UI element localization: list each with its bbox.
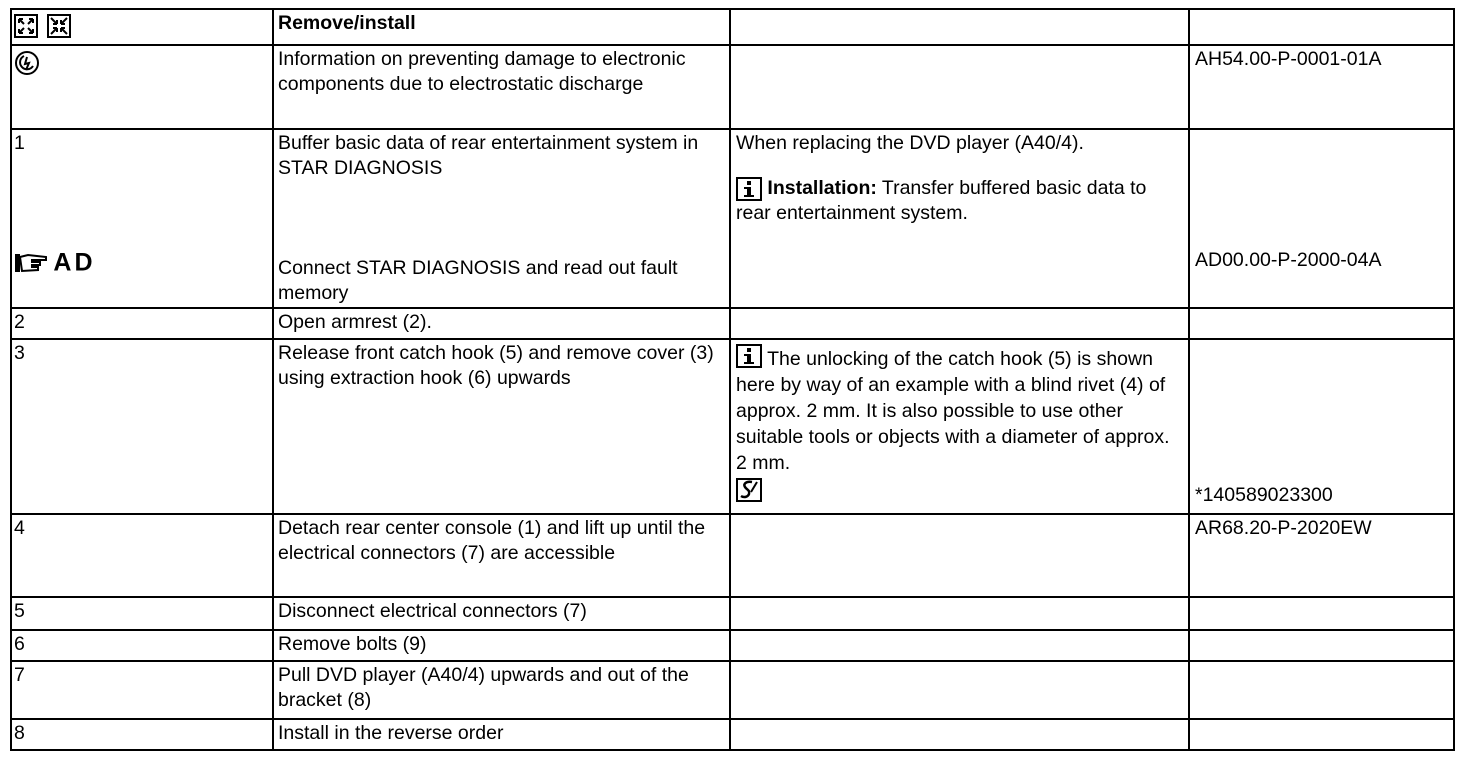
step-text: Disconnect electrical connectors (7) bbox=[273, 597, 730, 630]
step-note bbox=[730, 514, 1189, 597]
step-number: 3 bbox=[11, 339, 273, 514]
step-number: 7 bbox=[11, 661, 273, 719]
collapse-icon[interactable] bbox=[47, 14, 71, 38]
table-row bbox=[11, 514, 1454, 597]
step-note-cell bbox=[730, 339, 1189, 514]
step-text: Detach rear center console (1) and lift up until the electrical connectors (7) are accessible bbox=[273, 514, 730, 597]
expand-icon[interactable] bbox=[14, 14, 38, 38]
step-ref-link[interactable]: AR68.20-P-2020EW bbox=[1189, 514, 1454, 597]
pointing-hand-icon bbox=[14, 252, 48, 274]
step-note bbox=[730, 597, 1189, 630]
tool-number-link[interactable]: *140589023300 bbox=[1195, 484, 1333, 506]
table-row bbox=[11, 308, 1454, 339]
step-number: 4 bbox=[11, 514, 273, 597]
step-text: Open armrest (2). bbox=[273, 308, 730, 339]
table-row bbox=[11, 661, 1454, 719]
step-text: Install in the reverse order bbox=[273, 719, 730, 750]
step-text: Connect STAR DIAGNOSIS and read out fault memory bbox=[278, 257, 678, 304]
step-note bbox=[730, 719, 1189, 750]
special-tool-icon[interactable] bbox=[736, 478, 762, 502]
table-row bbox=[11, 45, 1454, 129]
header-icons-cell bbox=[11, 9, 273, 45]
table-row bbox=[11, 129, 1454, 308]
tool-icon-line bbox=[736, 476, 1183, 502]
step-ref-cell bbox=[1189, 339, 1454, 514]
step-note bbox=[730, 308, 1189, 339]
step-number-cell bbox=[11, 129, 273, 308]
step-number: 6 bbox=[11, 630, 273, 661]
procedure-table bbox=[10, 8, 1455, 751]
step-note bbox=[730, 630, 1189, 661]
step-number: 2 bbox=[11, 308, 273, 339]
step-note-cell bbox=[730, 129, 1189, 308]
header-empty-ref bbox=[1189, 9, 1454, 45]
step-ref bbox=[1189, 661, 1454, 719]
step-note bbox=[730, 661, 1189, 719]
installation-label: Installation: bbox=[767, 177, 877, 199]
step-ref-cell bbox=[1189, 129, 1454, 308]
header-title: Remove/install bbox=[273, 9, 730, 45]
step-number: 5 bbox=[11, 597, 273, 630]
step-number: 1 bbox=[14, 132, 25, 154]
step-ref bbox=[1189, 308, 1454, 339]
step-note: When replacing the DVD player (A40/4). bbox=[736, 132, 1084, 154]
table-row bbox=[11, 719, 1454, 750]
esd-icon-cell bbox=[11, 45, 273, 129]
step-ref bbox=[1189, 630, 1454, 661]
step-text-cell bbox=[273, 129, 730, 308]
step-text: Release front catch hook (5) and remove cover (3) using extraction hook (6) upwards bbox=[273, 339, 730, 514]
info-icon bbox=[736, 344, 762, 368]
header-empty-note bbox=[730, 9, 1189, 45]
step-text: Information on preventing damage to electronic components due to electrostatic discharge bbox=[273, 45, 730, 129]
table-row bbox=[11, 339, 1454, 514]
step-note bbox=[730, 45, 1189, 129]
catch-hook-note: The unlocking of the catch hook (5) is shown here by way of an example with a blind rivet (4) of approx. 2 mm. It is also possible to use other suitable tools or objects with a diameter of approx. 2 mm. bbox=[736, 348, 1170, 474]
step-text: Buffer basic data of rear entertainment system in STAR DIAGNOSIS bbox=[278, 132, 699, 179]
step-ref-link[interactable]: AD00.00-P-2000-04A bbox=[1195, 249, 1382, 271]
ad-label: AD bbox=[53, 248, 96, 277]
step-ref bbox=[1189, 719, 1454, 750]
info-icon bbox=[736, 177, 762, 201]
step-text: Pull DVD player (A40/4) upwards and out of the bracket (8) bbox=[273, 661, 730, 719]
table-row bbox=[11, 597, 1454, 630]
table-header-row bbox=[11, 9, 1454, 45]
star-diagnosis-marker bbox=[14, 250, 267, 275]
step-ref bbox=[1189, 597, 1454, 630]
table-row bbox=[11, 630, 1454, 661]
esd-warning-icon bbox=[14, 50, 40, 76]
step-ref-link[interactable]: AH54.00-P-0001-01A bbox=[1189, 45, 1454, 129]
installation-text: Transfer buffered basic data to rear entertainment system. bbox=[736, 177, 1147, 224]
step-number: 8 bbox=[11, 719, 273, 750]
installation-note bbox=[736, 176, 1183, 226]
step-text: Remove bolts (9) bbox=[273, 630, 730, 661]
